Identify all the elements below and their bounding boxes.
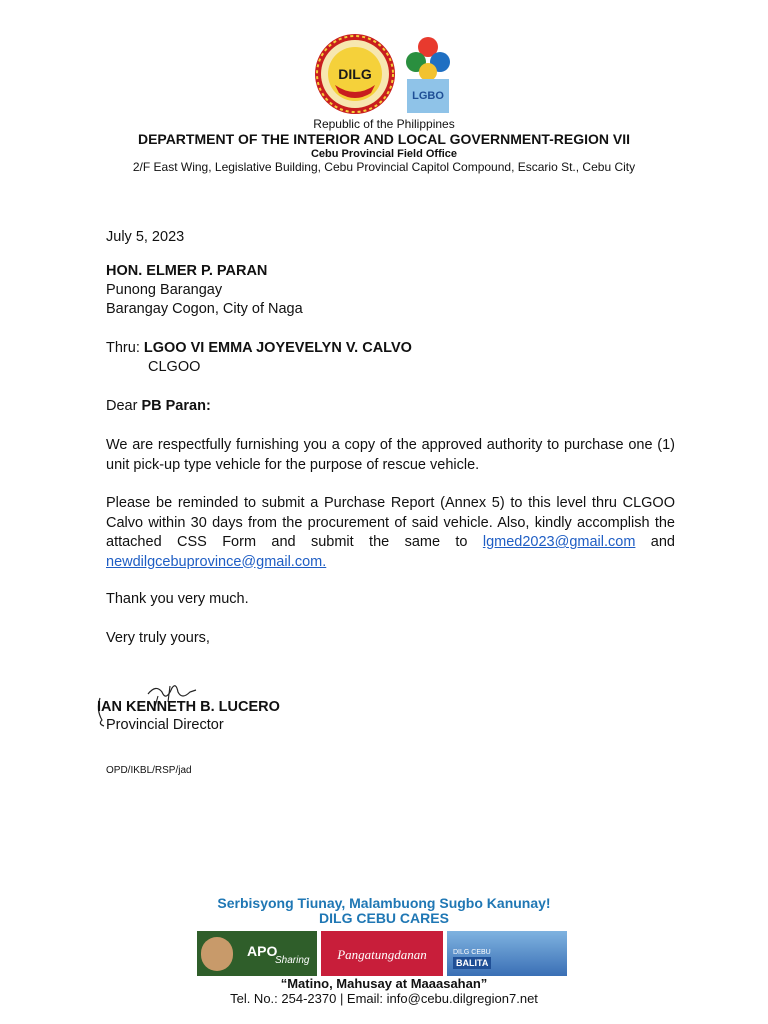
letter-date: July 5, 2023 bbox=[106, 229, 185, 245]
footer-contact: Tel. No.: 254-2370 | Email: info@cebu.dilgregion7.net bbox=[230, 991, 538, 1006]
paragraph-2 bbox=[106, 494, 675, 572]
thru-name: LGOO VI EMMA JOYEVELYN V. CALVO bbox=[143, 340, 412, 356]
dilg-seal-logo bbox=[311, 33, 399, 115]
paragraph-2-text: Please be reminded to submit a Purchase Report (Annex 5) to this level thru CLGOO Calvo within 30 days from the procurement of said vehicle. Also, kindly accomplish the attached CSS Form and submit the same to bbox=[106, 495, 675, 550]
dilg-seal-text: DILG bbox=[338, 66, 372, 82]
salutation-prefix: Dear bbox=[106, 398, 138, 414]
footer-slogan: Serbisyong Tiunay, Malambuong Sugbo Kanunay! bbox=[217, 895, 551, 911]
recipient-address: Barangay Cogon, City of Naga bbox=[106, 301, 303, 317]
recipient-title: Punong Barangay bbox=[106, 282, 223, 298]
thanks-line: Thank you very much. bbox=[106, 591, 249, 607]
banner-balita-text: BALITA bbox=[453, 957, 491, 969]
lgbo-logo bbox=[403, 35, 453, 115]
salutation-name: PB Paran: bbox=[141, 398, 211, 414]
republic-line: Republic of the Philippines bbox=[313, 117, 455, 131]
signatory-name: IAN KENNETH B. LUCERO bbox=[97, 699, 280, 715]
banner-pangatungdanan bbox=[321, 931, 443, 976]
and-word: and bbox=[650, 534, 675, 550]
office-name: Cebu Provincial Field Office bbox=[310, 148, 458, 160]
email-link-newdilg[interactable]: newdilgcebuprovince@gmail.com. bbox=[106, 553, 327, 570]
banner-pangatungdanan-text: Pangatungdanan bbox=[337, 947, 427, 962]
salutation bbox=[106, 398, 211, 414]
banner-apo-subtext: Sharing bbox=[275, 955, 310, 966]
lgbo-logo-text: LGBO bbox=[412, 90, 444, 102]
banner-balita bbox=[447, 931, 567, 976]
recipient-name: HON. ELMER P. PARAN bbox=[106, 263, 268, 279]
footer-cares: DILG CEBU CARES bbox=[319, 910, 449, 926]
signatory-title: Provincial Director bbox=[106, 717, 224, 733]
reference-initials: OPD/IKBL/RSP/jad bbox=[106, 765, 192, 776]
department-name: DEPARTMENT OF THE INTERIOR AND LOCAL GOVERNMENT-REGION VII bbox=[137, 131, 631, 147]
footer-motto: “Matino, Mahusay at Maaasahan” bbox=[280, 976, 488, 991]
email-link-lgmed[interactable]: lgmed2023@gmail.com bbox=[482, 534, 636, 550]
paragraph-1: We are respectfully furnishing you a copy of the approved authority to purchase one (1) unit pick-up type vehicle for the purpose of rescue vehicle. bbox=[106, 437, 675, 473]
thru-line bbox=[106, 340, 412, 356]
office-address: 2/F East Wing, Legislative Building, Cebu Provincial Capitol Compound, Escario St., Cebu City bbox=[132, 160, 636, 174]
banner-apo bbox=[197, 931, 317, 976]
presenter-photo bbox=[201, 937, 233, 971]
banner-apo-text: APO bbox=[247, 943, 278, 959]
thru-title: CLGOO bbox=[148, 359, 201, 375]
closing-line: Very truly yours, bbox=[106, 630, 210, 646]
thru-label: Thru: bbox=[106, 340, 140, 356]
banner-balita-subtext: DILG CEBU bbox=[453, 949, 491, 956]
